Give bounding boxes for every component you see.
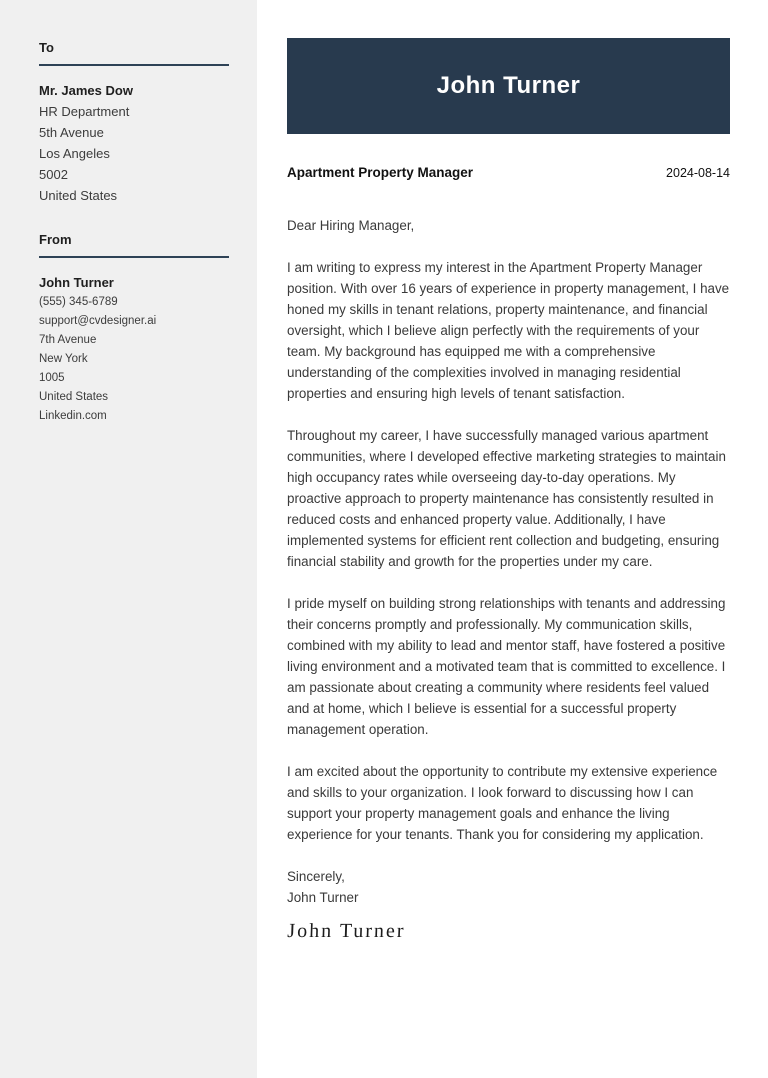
to-divider (39, 64, 229, 66)
sender-name: John Turner (39, 275, 114, 290)
recipient-line: Los Angeles (39, 146, 110, 161)
from-label: From (39, 232, 72, 247)
closing-name: John Turner (287, 890, 359, 905)
sender-line: New York (39, 353, 88, 365)
recipient-section (39, 40, 229, 206)
letter-body (287, 215, 730, 942)
recipient-name: Mr. James Dow (39, 83, 133, 98)
recipient-line: 5002 (39, 167, 68, 182)
closing-word: Sincerely, (287, 869, 345, 884)
title-row (287, 165, 730, 180)
signature: John Turner (287, 920, 406, 942)
sender-line: 7th Avenue (39, 334, 97, 346)
sender-email: support@cvdesigner.ai (39, 315, 157, 327)
letter-date: 2024-08-14 (666, 166, 730, 180)
sender-line: United States (39, 391, 109, 403)
candidate-name: John Turner (436, 72, 581, 99)
to-label: To (39, 40, 54, 55)
sender-phone: (555) 345-6789 (39, 296, 118, 308)
closing-block (287, 866, 730, 908)
sender-section (39, 232, 229, 426)
sender-details (39, 293, 229, 426)
recipient-line: 5th Avenue (39, 125, 104, 140)
letter-paragraph: I am writing to express my interest in the Apartment Property Manager position. With over 16 years of experience in property management, I have honed my skills in tenant relations, property maintenance, and financial oversight, which I believe align perfectly with the requirements of your team. My background has equipped me with a comprehensive understanding of the complexities involved in managing residential properties and ensuring high levels of tenant satisfaction. (287, 260, 730, 401)
salutation: Dear Hiring Manager, (287, 218, 415, 233)
sender-linkedin: Linkedin.com (39, 410, 107, 422)
name-banner (287, 38, 730, 134)
from-divider (39, 256, 229, 258)
recipient-line: HR Department (39, 104, 130, 119)
sidebar (0, 0, 257, 1078)
job-title: Apartment Property Manager (287, 165, 474, 180)
letter-paragraph: Throughout my career, I have successfully managed various apartment communities, where I developed effective marketing strategies to maintain high occupancy rates while overseeing day-to-day operations. My proactive approach to property maintenance has consistently resulted in reduced costs and enhanced property value. Additionally, I have implemented systems for efficient rent collection and budgeting, ensuring financial stability and growth for the properties under my care. (287, 428, 726, 569)
letter-paragraph: I am excited about the opportunity to contribute my extensive experience and skills to your organization. I look forward to discussing how I can support your property management goals and enhance the living experience for your tenants. Thank you for considering my application. (287, 764, 718, 842)
sender-line: 1005 (39, 372, 65, 384)
recipient-line: United States (39, 188, 118, 203)
recipient-details (39, 101, 229, 206)
letter-main (257, 0, 768, 1078)
letter-paragraph: I pride myself on building strong relationships with tenants and addressing their concerns promptly and professionally. My communication skills, combined with my ability to lead and mentor staff, have fostered a positive living environment and a motivated team that is committed to excellence. I am passionate about creating a community where residents feel valued and at home, which I believe is essential for a successful property management operation. (287, 596, 726, 737)
